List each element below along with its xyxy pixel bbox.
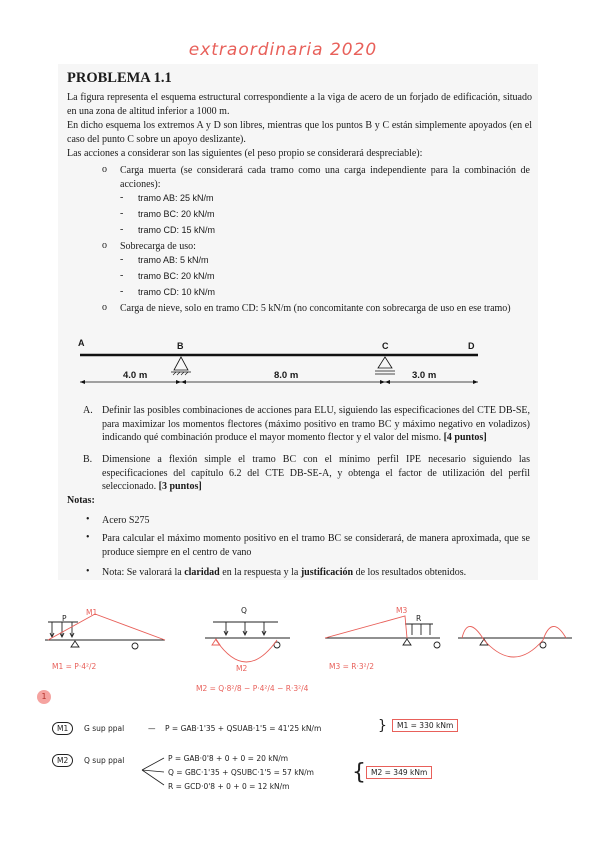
- bullet-dot: •: [86, 514, 90, 525]
- question-a: Definir las posibles combinaciones de acciones para ELU, siguiendo las especificaciones del CTE DB-SE, para maximizar los momentos flectores (máximo positivo en tramo BC y máximo negativo en voladizos) indicando qué combinación produce el mayor momento flector y el valor del mismo. [4 puntos]: [102, 405, 530, 443]
- dash: -: [120, 286, 124, 297]
- sketch-4: [458, 626, 572, 657]
- sketch-m3-label: M3: [396, 606, 408, 615]
- sketch-3: [325, 616, 440, 648]
- note-clarity: Nota: Se valorará la claridad en la respuesta y la justificación de los resultados obtenidos.: [102, 567, 467, 578]
- sketch-m1-label: M1: [86, 608, 98, 617]
- bullet-circle: o: [102, 302, 107, 313]
- actions-intro: Las acciones a considerar son las siguientes (el peso propio se considerará despreciable):: [67, 148, 423, 159]
- dash: -: [120, 270, 124, 281]
- problem-title: PROBLEMA 1.1: [67, 70, 172, 86]
- dash: -: [120, 224, 124, 235]
- span-cd: 3.0 m: [412, 370, 437, 381]
- question-b: Dimensione a flexión simple el tramo BC con el mínimo perfil IPE necesario siguiendo las especificaciones del capítulo 6.2 del CTE DB-SE-A, y obtenga el factor de utilización del perfil seleccionado. [3 puntos]: [102, 454, 530, 492]
- beam-diagram: [58, 330, 538, 390]
- note-steel: Acero S275: [102, 515, 150, 526]
- bullet-dot: •: [86, 532, 90, 543]
- dash: -: [120, 208, 124, 219]
- snow-load-text: Carga de nieve, solo en tramo CD: 5 kN/m (no concomitante con sobrecarga de uso en ese tramo): [120, 303, 511, 314]
- row2-result: M2 = 349 kNm: [366, 766, 432, 779]
- dead-item-ab: tramo AB: 25 kN/m: [138, 193, 214, 203]
- live-item-ab: tramo AB: 5 kN/m: [138, 255, 209, 265]
- m1-formula: M1 = P·4²/2: [52, 662, 97, 671]
- note-midspan: Para calcular el máximo momento positivo en el tramo BC se considerará, de manera aproximada, que se produce siempre en el centro de vano: [102, 533, 530, 558]
- dead-load-text: Carga muerta (se considerará cada tramo como una carga independiente para la combinación de acciones):: [120, 165, 530, 190]
- row2-r: R = GCD·0'8 + 0 + 0 = 12 kN/m: [168, 782, 290, 791]
- span-ab: 4.0 m: [123, 370, 148, 381]
- brace: {: [352, 760, 366, 785]
- dash: -: [120, 192, 124, 203]
- row1-result: M1 = 330 kNm: [392, 719, 458, 732]
- point-c-label: C: [382, 341, 389, 351]
- sketch-p-label: P: [62, 614, 67, 623]
- sketch-r-label: R: [416, 614, 422, 623]
- row2-q: Q = GBC·1'35 + QSUBC·1'5 = 57 kN/m: [168, 768, 314, 777]
- handwritten-title: extraordinaria 2020: [188, 40, 378, 60]
- intro-paragraph: La figura representa el esquema estructural correspondiente a la viga de acero de un forjado de edificación, situado en una zona de altitud inferior a 1000 m.: [67, 92, 532, 117]
- point-b-label: B: [177, 341, 184, 351]
- row1-label: G sup ppal: [84, 724, 125, 733]
- support-c: [378, 357, 392, 368]
- row2-p: P = GAB·0'8 + 0 + 0 = 20 kN/m: [168, 754, 289, 763]
- bullet-dot: •: [86, 566, 90, 577]
- row2-branch-arrows: [140, 752, 166, 792]
- sketch-q-label: Q: [241, 606, 247, 615]
- question-b-letter: B.: [83, 454, 93, 465]
- scheme-paragraph: En dicho esquema los extremos A y D son libres, mientras que los puntos B y C están simplemente apoyados (en el caso del punto C sobre un apoyo deslizante).: [67, 120, 532, 145]
- sketch-m2-label: M2: [236, 664, 248, 673]
- live-load-text: Sobrecarga de uso:: [120, 241, 196, 252]
- bullet-circle: o: [102, 164, 107, 175]
- point-a-label: A: [78, 338, 85, 348]
- m2-formula: M2 = Q·8²/8 − P·4²/4 − R·3²/4: [196, 684, 309, 693]
- span-bc: 8.0 m: [274, 370, 299, 381]
- question-a-letter: A.: [83, 405, 93, 416]
- row1-equation: P = GAB·1'35 + QSUAB·1'5 = 41'25 kN/m: [165, 724, 322, 733]
- live-item-cd: tramo CD: 10 kN/m: [138, 287, 216, 297]
- dash: -: [120, 254, 124, 265]
- row1-tag: M1: [52, 722, 73, 735]
- notes-title: Notas:: [67, 495, 95, 506]
- dead-item-bc: tramo BC: 20 kN/m: [138, 209, 215, 219]
- row2-tag: M2: [52, 754, 73, 767]
- point-d-label: D: [468, 341, 475, 351]
- support-b: [174, 357, 188, 370]
- bullet-circle: o: [102, 240, 107, 251]
- item-number-badge: 1: [37, 690, 51, 704]
- row1-dash: —: [148, 724, 156, 733]
- m3-formula: M3 = R·3²/2: [329, 662, 374, 671]
- live-item-bc: tramo BC: 20 kN/m: [138, 271, 215, 281]
- brace: }: [378, 718, 387, 734]
- sketch-2: [205, 622, 290, 662]
- row2-label: Q sup ppal: [84, 756, 125, 765]
- dead-item-cd: tramo CD: 15 kN/m: [138, 225, 216, 235]
